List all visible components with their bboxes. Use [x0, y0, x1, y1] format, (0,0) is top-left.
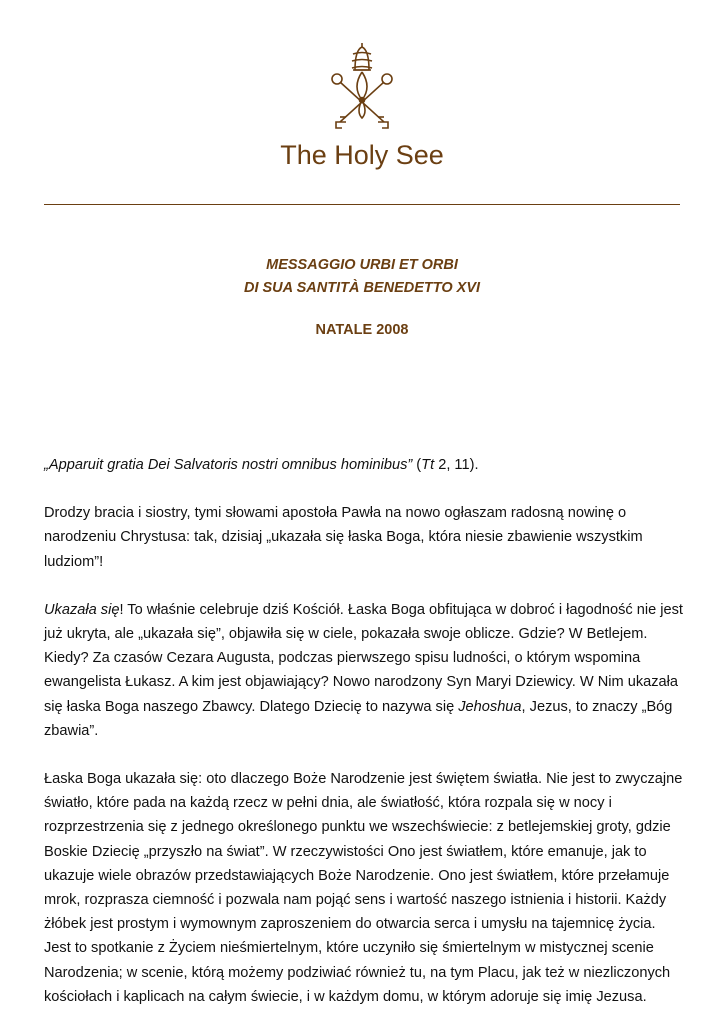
paragraph-3 — [44, 598, 684, 743]
scripture-book: Tt — [421, 457, 435, 473]
paragraph-2: Drodzy bracia i siostry, tymi słowami apostoła Pawła na nowo ogłaszam radosną nowinę o narodzeniu Chrystusa: tak, dzisiaj „ukazała się łaska Boga, która niesie zbawienie wszystkim ludziom”! — [44, 505, 643, 570]
name-jehoshua: Jehoshua — [458, 698, 522, 715]
paragraph-3-lead: Ukazała się — [44, 601, 120, 618]
papal-coat-of-arms-icon — [322, 42, 402, 134]
document-heading-line1: MESSAGGIO URBI ET ORBI — [266, 257, 458, 273]
document-heading-line2: DI SUA SANTITÀ BENEDETTO XVI — [243, 280, 481, 296]
paragraph-1-text: ( — [412, 457, 422, 473]
document-date: NATALE 2008 — [315, 322, 409, 338]
header-divider — [44, 204, 680, 205]
paragraph-1 — [44, 453, 684, 477]
document-body — [44, 453, 684, 1033]
paragraph-4: Łaska Boga ukazała się: oto dlaczego Boże Narodzenie jest świętem światła. Nie jest to zwyczajne światło, które pada na każdą rzecz w pełni dnia, ale światłość, która rozpala się w nocy i rozprzestrzenia się z jednego określonego punktu we wszechświecie: z betlejemskiej groty, gdzie Boskie Dziecię „przyszło na świat”. W rzeczywistości Ono jest światłem, które emanuje, jak to ukazuje wiele obrazów przedstawiających Boże Narodzenie. Ono jest światłem, które przełamuje mrok, rozprasza ciemność i pozwala nam pojąć sens i wartość naszego istnienia i historii. Każdy żłóbek jest prostym i wymownym zaproszeniem do otwarcia serca i umysłu na tajemnicę życia. Jest to spotkanie z Życiem nieśmiertelnym, które uczyniło się śmiertelnym w mistycznej scenie Narodzenia; w scenie, którą możemy podziwiać również tu, na tym Placu, jak też w niezliczonych kościołach i kaplicach na całym świecie, i w każdym domu, w którym adoruje się imię Jezusa. — [44, 771, 683, 1005]
paragraph-3-end: , Jezus, to znaczy „Bóg zbawia”. — [44, 698, 673, 739]
paragraph-3-text: ! To właśnie celebruje dziś Kościół. Łaska Boga obfitująca w dobroć i łagodność nie jest już ukryta, ale „ukazała się”, objawiła się w ciele, pokazała swoje oblicze. Gdzie? W Betlejem. Kiedy? Za czasów Cezara Augusta, podczas pierwszego spisu ludności, o którym wspomina ewangelista Łukasz. A kim jest objawiający? Nowo narodzony Syn Maryi Dziewicy. W Nim ukazała się łaska Boga naszego Zbawcy. Dlatego Dziecię to nazywa się — [44, 601, 683, 715]
scripture-reference: 2, 11). — [434, 457, 479, 473]
site-title: The Holy See — [280, 140, 444, 170]
latin-quote: „Apparuit gratia Dei Salvatoris nostri omnibus hominibus” — [44, 457, 413, 473]
